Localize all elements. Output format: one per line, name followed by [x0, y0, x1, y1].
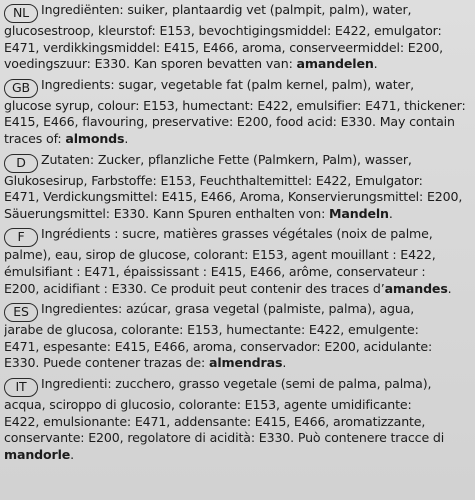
- allergen-name: amandelen: [296, 56, 374, 72]
- allergen-name: Mandeln: [329, 205, 389, 221]
- ingredients-line: acqua, sciroppo di glucosio, colorante: E153, agente umidificante:: [4, 396, 412, 412]
- language-badge-de: D: [4, 154, 38, 173]
- language-badge-fr: F: [4, 228, 38, 247]
- ingredients-block-gb: [4, 77, 471, 148]
- language-badge-nl: NL: [4, 4, 38, 23]
- ingredients-line: [4, 2, 471, 23]
- ingredients-line: E471, Verdickungsmittel: E415, E466, Aroma, Konservierungsmittel: E200,: [4, 189, 463, 205]
- ingredients-line: [4, 77, 471, 98]
- allergen-name: almendras: [208, 355, 283, 371]
- ingredients-line: [4, 355, 471, 372]
- ingredients-text: Ingredients: sugar, vegetable fat (palm kernel, palm), water,: [41, 76, 414, 92]
- ingredients-text: Ingredientes: azúcar, grasa vegetal (palmiste, palma), agua,: [41, 301, 415, 317]
- ingredients-text: Ingrédients : sucre, matières grasses végétales (noix de palme,: [41, 226, 433, 242]
- ingredients-line: E415, E466, flavouring, preservative: E200, food acid: E330. May contain: [4, 114, 455, 130]
- ingredients-text: E330. Puede contener trazas de:: [4, 355, 209, 371]
- ingredients-text: Ingrediënten: suiker, plantaardig vet (palmpit, palm), water,: [41, 2, 412, 17]
- ingredients-block-it: [4, 376, 471, 463]
- ingredients-line: [4, 131, 471, 148]
- ingredients-line: [4, 152, 471, 173]
- ingredients-text: Ingredienti: zucchero, grasso vegetale (semi de palma, palma),: [41, 375, 432, 391]
- punctuation: .: [447, 280, 452, 296]
- punctuation: .: [70, 446, 74, 462]
- language-badge-gb: GB: [4, 79, 38, 98]
- ingredients-text: Säuerungsmittel: E330. Kann Spuren enthalten von:: [4, 205, 330, 221]
- ingredients-text: E200, acidifiant : E330. Ce produit peut contenir des traces d’: [4, 280, 385, 296]
- ingredients-line: glucosestroop, kleurstof: E153, bevochtigingsmiddel: E422, emulgator:: [4, 23, 442, 38]
- punctuation: .: [388, 205, 393, 221]
- ingredients-block-fr: [4, 226, 471, 297]
- ingredients-line: conservante: E200, regolatore di acidità: E330. Può contenere tracce di: [4, 430, 445, 446]
- ingredients-line: [4, 56, 471, 73]
- language-badge-it: IT: [4, 378, 38, 397]
- ingredients-line: [4, 226, 471, 247]
- allergen-name: mandorle: [4, 446, 71, 462]
- ingredients-line: émulsifiant : E471, épaississant : E415, E466, arôme, conservateur :: [4, 263, 426, 279]
- ingredients-block-de: [4, 152, 471, 223]
- ingredients-line: [4, 206, 471, 223]
- ingredients-line: palme), eau, sirop de glucose, colorant: E153, agent mouillant : E422,: [4, 247, 436, 263]
- ingredients-text: traces of:: [4, 130, 66, 146]
- ingredients-line: jarabe de glucosa, colorante: E153, humectante: E422, emulgente:: [4, 322, 419, 338]
- punctuation: .: [282, 355, 287, 371]
- ingredients-line: E471, espesante: E415, E466, aroma, conservador: E200, acidulante:: [4, 338, 433, 354]
- ingredients-line: [4, 447, 471, 464]
- punctuation: .: [124, 130, 129, 146]
- allergen-name: amandes: [384, 280, 448, 296]
- ingredients-line: E422, emulsionante: E471, addensante: E415, E466, aromatizzante,: [4, 413, 426, 429]
- allergen-name: almonds: [65, 130, 125, 146]
- ingredients-line: Glukosesirup, Farbstoffe: E153, Feuchthaltemittel: E422, Emulgator:: [4, 172, 423, 188]
- ingredients-block-es: [4, 301, 471, 372]
- ingredients-line: E471, verdikkingsmiddel: E415, E466, aroma, conserveermiddel: E200,: [4, 39, 444, 55]
- ingredients-line: [4, 281, 471, 298]
- ingredients-line: [4, 376, 471, 397]
- ingredients-text: voedingszuur: E330. Kan sporen bevatten van:: [4, 56, 297, 72]
- ingredients-block-nl: [4, 2, 471, 73]
- punctuation: .: [373, 56, 378, 72]
- ingredients-line: glucose syrup, colour: E153, humectant: E422, emulsifier: E471, thickener:: [4, 97, 466, 113]
- language-badge-es: ES: [4, 303, 38, 322]
- ingredients-text: Zutaten: Zucker, pflanzliche Fette (Palmkern, Palm), wasser,: [41, 151, 412, 167]
- ingredients-line: [4, 301, 471, 322]
